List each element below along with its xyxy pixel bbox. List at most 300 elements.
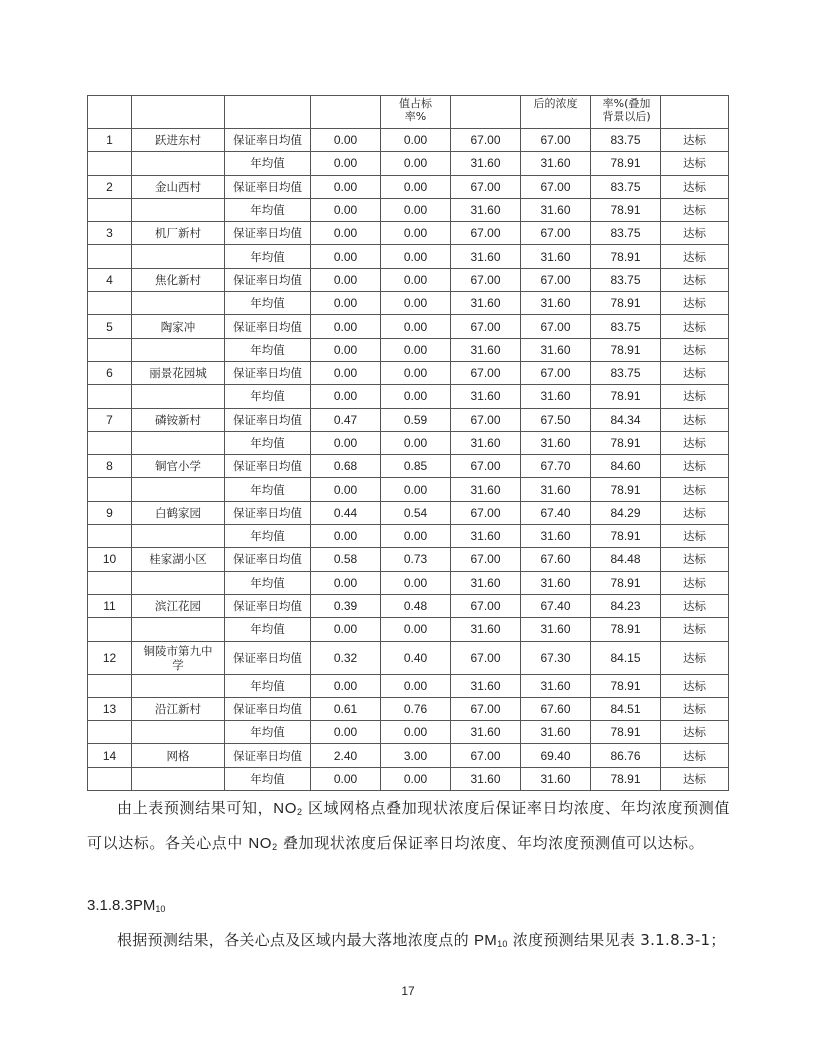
contribution-value: 2.40 [311,744,381,767]
contribution-percent: 0.00 [381,222,451,245]
text: 浓度预测结果见表 3.1.8.3-1； [507,931,726,949]
site-name [132,245,225,268]
superimposed-percent: 78.91 [591,674,661,697]
table-row [88,744,729,767]
value-type: 年均值 [225,152,311,175]
value-type: 保证率日均值 [225,697,311,720]
table-row [88,175,729,198]
row-number: 6 [88,361,132,384]
row-number: 7 [88,408,132,431]
background-value: 67.00 [451,361,521,384]
compliance-result: 达标 [661,175,729,198]
row-number: 9 [88,501,132,524]
superimposed-percent: 78.91 [591,478,661,501]
superimposed-value: 67.40 [521,594,591,617]
background-value: 67.00 [451,268,521,291]
site-name: 焦化新村 [132,268,225,291]
contribution-value: 0.00 [311,385,381,408]
superimposed-percent: 78.91 [591,338,661,361]
row-number: 4 [88,268,132,291]
superimposed-value: 69.40 [521,744,591,767]
superimposed-percent: 83.75 [591,222,661,245]
superimposed-value: 31.60 [521,674,591,697]
superimposed-value: 31.60 [521,571,591,594]
superimposed-percent: 83.75 [591,268,661,291]
site-name: 铜官小学 [132,455,225,478]
value-type: 年均值 [225,721,311,744]
row-number: 12 [88,641,132,674]
superimposed-value: 31.60 [521,152,591,175]
site-name: 机厂新村 [132,222,225,245]
superimposed-value: 31.60 [521,385,591,408]
conclusion-paragraph [87,791,730,861]
site-name [132,431,225,454]
compliance-result: 达标 [661,744,729,767]
header-cell: 率%(叠加背景以后) [591,96,661,129]
contribution-percent: 0.00 [381,338,451,361]
table-row [88,478,729,501]
contribution-value: 0.00 [311,525,381,548]
site-name: 网格 [132,744,225,767]
compliance-result: 达标 [661,697,729,720]
row-number [88,338,132,361]
background-value: 67.00 [451,175,521,198]
contribution-percent: 0.00 [381,674,451,697]
contribution-value: 0.00 [311,292,381,315]
superimposed-percent: 84.60 [591,455,661,478]
superimposed-value: 67.00 [521,268,591,291]
compliance-result: 达标 [661,338,729,361]
superimposed-value: 67.60 [521,548,591,571]
compliance-result: 达标 [661,152,729,175]
text: 区域网格点叠加现状浓度后保证率日均浓度、年均浓度预测值可以达标。各关心点中 [87,799,730,852]
value-type: 年均值 [225,674,311,697]
value-type: 保证率日均值 [225,268,311,291]
row-number [88,292,132,315]
superimposed-percent: 83.75 [591,361,661,384]
value-type: 保证率日均值 [225,455,311,478]
site-name [132,338,225,361]
superimposed-percent: 84.15 [591,641,661,674]
value-type: 年均值 [225,525,311,548]
table-row [88,641,729,674]
row-number: 3 [88,222,132,245]
page-number: 17 [401,984,415,998]
text: 根据预测结果，各关心点及区域内最大落地浓度点的 [117,931,474,949]
contribution-percent: 0.00 [381,431,451,454]
value-type: 保证率日均值 [225,175,311,198]
row-number [88,152,132,175]
compliance-result: 达标 [661,501,729,524]
contribution-percent: 0.00 [381,268,451,291]
compliance-result: 达标 [661,641,729,674]
table-row [88,361,729,384]
superimposed-value: 31.60 [521,618,591,641]
table-row [88,129,729,152]
superimposed-percent: 78.91 [591,618,661,641]
contribution-value: 0.00 [311,618,381,641]
contribution-value: 0.00 [311,674,381,697]
superimposed-percent: 78.91 [591,571,661,594]
background-value: 31.60 [451,385,521,408]
value-type: 年均值 [225,767,311,790]
table-row [88,525,729,548]
site-name [132,198,225,221]
contribution-value: 0.00 [311,245,381,268]
compliance-result: 达标 [661,222,729,245]
contribution-value: 0.00 [311,721,381,744]
chem-no2: NO [273,800,297,817]
site-name: 金山西村 [132,175,225,198]
site-name [132,571,225,594]
compliance-result: 达标 [661,268,729,291]
table-row [88,618,729,641]
site-name [132,525,225,548]
background-value: 31.60 [451,525,521,548]
superimposed-value: 67.70 [521,455,591,478]
compliance-result: 达标 [661,361,729,384]
site-name: 白鹤家园 [132,501,225,524]
value-type: 保证率日均值 [225,501,311,524]
superimposed-value: 67.00 [521,129,591,152]
contribution-value: 0.44 [311,501,381,524]
table-row [88,408,729,431]
table-row [88,385,729,408]
row-number [88,385,132,408]
value-type: 保证率日均值 [225,594,311,617]
table-row [88,674,729,697]
superimposed-percent: 78.91 [591,525,661,548]
site-name [132,618,225,641]
row-number [88,674,132,697]
superimposed-percent: 78.91 [591,385,661,408]
contribution-percent: 0.00 [381,129,451,152]
superimposed-percent: 83.75 [591,175,661,198]
contribution-percent: 0.59 [381,408,451,431]
compliance-result: 达标 [661,455,729,478]
site-name: 铜陵市第九中学 [132,641,225,674]
table-header-row [88,96,729,129]
value-type: 年均值 [225,292,311,315]
value-type: 保证率日均值 [225,744,311,767]
table-row [88,338,729,361]
value-type: 年均值 [225,198,311,221]
contribution-percent: 0.00 [381,478,451,501]
background-value: 67.00 [451,315,521,338]
contribution-value: 0.00 [311,222,381,245]
superimposed-percent: 78.91 [591,152,661,175]
site-name: 跃进东村 [132,129,225,152]
header-cell: 值占标率% [381,96,451,129]
superimposed-value: 67.00 [521,175,591,198]
contribution-value: 0.00 [311,198,381,221]
background-value: 31.60 [451,152,521,175]
contribution-percent: 0.00 [381,571,451,594]
contribution-percent: 0.85 [381,455,451,478]
superimposed-percent: 78.91 [591,198,661,221]
superimposed-percent: 84.29 [591,501,661,524]
header-cell [132,96,225,129]
compliance-result: 达标 [661,548,729,571]
value-type: 保证率日均值 [225,408,311,431]
contribution-value: 0.00 [311,431,381,454]
table-row [88,721,729,744]
background-value: 31.60 [451,431,521,454]
compliance-result: 达标 [661,478,729,501]
subscript: 10 [497,939,508,949]
contribution-percent: 0.40 [381,641,451,674]
contribution-value: 0.47 [311,408,381,431]
value-type: 保证率日均值 [225,222,311,245]
background-value: 67.00 [451,641,521,674]
row-number [88,245,132,268]
superimposed-value: 67.00 [521,315,591,338]
compliance-result: 达标 [661,767,729,790]
contribution-value: 0.32 [311,641,381,674]
site-name: 桂家湖小区 [132,548,225,571]
background-value: 67.00 [451,129,521,152]
superimposed-value: 31.60 [521,245,591,268]
heading-text: 3.1.8.3PM [87,897,156,914]
contribution-percent: 3.00 [381,744,451,767]
contribution-percent: 0.00 [381,721,451,744]
value-type: 年均值 [225,385,311,408]
row-number: 10 [88,548,132,571]
contribution-percent: 0.48 [381,594,451,617]
contribution-value: 0.00 [311,315,381,338]
site-name: 滨江花园 [132,594,225,617]
row-number: 13 [88,697,132,720]
superimposed-value: 67.60 [521,697,591,720]
table-row [88,767,729,790]
subscript: 2 [297,807,303,817]
site-name: 磷铵新村 [132,408,225,431]
table-row [88,152,729,175]
header-cell [661,96,729,129]
contribution-percent: 0.00 [381,315,451,338]
table-row [88,431,729,454]
background-value: 31.60 [451,478,521,501]
contribution-value: 0.58 [311,548,381,571]
superimposed-value: 67.50 [521,408,591,431]
compliance-result: 达标 [661,198,729,221]
superimposed-value: 31.60 [521,767,591,790]
subscript: 10 [155,904,166,914]
table-row [88,268,729,291]
row-number [88,431,132,454]
header-cell [88,96,132,129]
background-value: 31.60 [451,198,521,221]
chem-no2: NO [248,835,273,852]
contribution-value: 0.00 [311,129,381,152]
superimposed-value: 31.60 [521,721,591,744]
site-name [132,385,225,408]
value-type: 年均值 [225,478,311,501]
background-value: 31.60 [451,245,521,268]
contribution-value: 0.00 [311,767,381,790]
compliance-result: 达标 [661,571,729,594]
site-name: 沿江新村 [132,697,225,720]
header-cell: 后的浓度 [521,96,591,129]
background-value: 67.00 [451,408,521,431]
site-name: 陶家冲 [132,315,225,338]
background-value: 31.60 [451,618,521,641]
table-row [88,548,729,571]
contribution-value: 0.00 [311,361,381,384]
contribution-value: 0.00 [311,175,381,198]
superimposed-percent: 78.91 [591,721,661,744]
site-name [132,478,225,501]
contribution-percent: 0.00 [381,245,451,268]
superimposed-value: 31.60 [521,338,591,361]
table-row [88,697,729,720]
value-type: 年均值 [225,618,311,641]
superimposed-percent: 86.76 [591,744,661,767]
contribution-percent: 0.00 [381,385,451,408]
superimposed-value: 67.00 [521,222,591,245]
value-type: 年均值 [225,431,311,454]
compliance-result: 达标 [661,129,729,152]
header-cell [311,96,381,129]
background-value: 67.00 [451,744,521,767]
superimposed-percent: 84.48 [591,548,661,571]
superimposed-percent: 84.23 [591,594,661,617]
background-value: 31.60 [451,721,521,744]
superimposed-percent: 78.91 [591,767,661,790]
contribution-value: 0.00 [311,478,381,501]
site-name [132,292,225,315]
background-value: 31.60 [451,292,521,315]
table-row [88,245,729,268]
contribution-value: 0.00 [311,152,381,175]
row-number: 14 [88,744,132,767]
chem-pm: PM [473,932,498,949]
subscript: 2 [272,842,278,852]
superimposed-value: 31.60 [521,478,591,501]
value-type: 年均值 [225,338,311,361]
value-type: 保证率日均值 [225,129,311,152]
row-number [88,618,132,641]
background-value: 67.00 [451,697,521,720]
text: 叠加现状浓度后保证率日均浓度、年均浓度预测值可以达标。 [277,834,705,852]
background-value: 67.00 [451,222,521,245]
contribution-percent: 0.00 [381,292,451,315]
row-number: 1 [88,129,132,152]
value-type: 保证率日均值 [225,548,311,571]
value-type: 保证率日均值 [225,315,311,338]
superimposed-percent: 83.75 [591,129,661,152]
compliance-result: 达标 [661,525,729,548]
contribution-percent: 0.00 [381,152,451,175]
row-number [88,767,132,790]
value-type: 保证率日均值 [225,641,311,674]
row-number [88,571,132,594]
superimposed-percent: 84.34 [591,408,661,431]
compliance-result: 达标 [661,618,729,641]
pm10-intro-paragraph [87,923,730,958]
table-row [88,594,729,617]
superimposed-percent: 84.51 [591,697,661,720]
background-value: 31.60 [451,338,521,361]
contribution-value: 0.00 [311,268,381,291]
contribution-percent: 0.54 [381,501,451,524]
table-row [88,292,729,315]
compliance-result: 达标 [661,674,729,697]
contribution-value: 0.68 [311,455,381,478]
contribution-percent: 0.76 [381,697,451,720]
table-row [88,198,729,221]
compliance-result: 达标 [661,245,729,268]
section-heading [87,889,730,923]
value-type: 年均值 [225,245,311,268]
background-value: 67.00 [451,594,521,617]
superimposed-percent: 78.91 [591,292,661,315]
superimposed-percent: 83.75 [591,315,661,338]
background-value: 67.00 [451,455,521,478]
background-value: 31.60 [451,674,521,697]
superimposed-value: 31.60 [521,198,591,221]
table-row [88,315,729,338]
superimposed-value: 31.60 [521,525,591,548]
superimposed-percent: 78.91 [591,245,661,268]
contribution-percent: 0.73 [381,548,451,571]
contribution-value: 0.00 [311,571,381,594]
header-cell [225,96,311,129]
contribution-percent: 0.00 [381,525,451,548]
superimposed-value: 67.30 [521,641,591,674]
row-number [88,525,132,548]
superimposed-value: 31.60 [521,431,591,454]
background-value: 31.60 [451,767,521,790]
text: 由上表预测结果可知， [117,799,274,817]
site-name: 丽景花园城 [132,361,225,384]
superimposed-value: 31.60 [521,292,591,315]
superimposed-value: 67.00 [521,361,591,384]
contribution-value: 0.61 [311,697,381,720]
background-value: 67.00 [451,548,521,571]
row-number: 5 [88,315,132,338]
site-name [132,674,225,697]
compliance-result: 达标 [661,431,729,454]
site-name [132,152,225,175]
compliance-result: 达标 [661,292,729,315]
contribution-percent: 0.00 [381,361,451,384]
contribution-value: 0.00 [311,338,381,361]
background-value: 67.00 [451,501,521,524]
compliance-result: 达标 [661,721,729,744]
row-number: 11 [88,594,132,617]
contribution-value: 0.39 [311,594,381,617]
table-row [88,455,729,478]
row-number: 2 [88,175,132,198]
row-number [88,721,132,744]
header-cell [451,96,521,129]
contribution-percent: 0.00 [381,175,451,198]
contribution-percent: 0.00 [381,618,451,641]
row-number [88,198,132,221]
contribution-percent: 0.00 [381,767,451,790]
superimposed-percent: 78.91 [591,431,661,454]
table-row [88,222,729,245]
superimposed-value: 67.40 [521,501,591,524]
compliance-result: 达标 [661,315,729,338]
no2-prediction-table [87,95,729,791]
row-number: 8 [88,455,132,478]
compliance-result: 达标 [661,408,729,431]
compliance-result: 达标 [661,594,729,617]
compliance-result: 达标 [661,385,729,408]
row-number [88,478,132,501]
